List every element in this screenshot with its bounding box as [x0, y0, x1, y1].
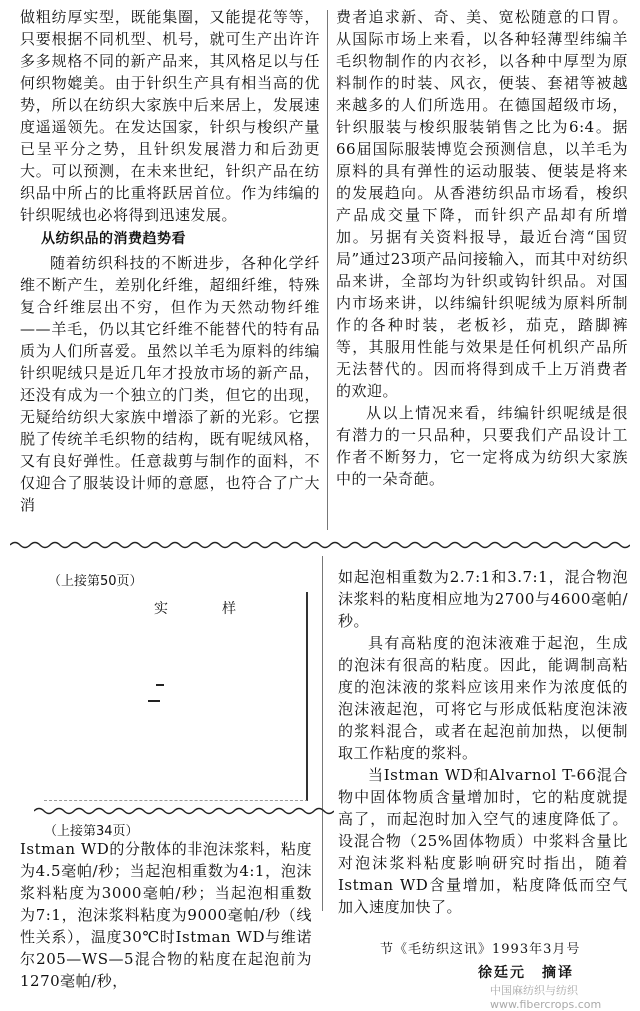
continued-note: （上接第34页） [44, 824, 139, 839]
article-column-bottom-right [338, 566, 628, 918]
sample-mark [156, 684, 164, 686]
wavy-separator [34, 806, 334, 816]
sample-label: 实 样 [154, 601, 256, 617]
column-divider [327, 10, 328, 530]
paragraph: 具有高粘度的泡沫液难于起泡，生成的泡沫有很高的粘度。因此，能调制高粘度的泡沫液的浆料应该用来作为浓度低的泡沫液起泡，可将它与形成低粘度泡沫液的浆料混合，或者在起泡前加热，以便制取工作粘度的浆料。 [338, 634, 628, 762]
watermark: 中国麻纺织与纺织 www.fibercrops.com [490, 984, 602, 1011]
translator-credit: 徐廷元 摘译 [478, 965, 574, 981]
sample-mark [148, 700, 160, 702]
article-column-bottom-left [20, 838, 312, 992]
paragraph: 做粗纺厚实型，既能集圈，又能提花等等，只要根据不同机型、机号，就可生产出许许多多规格不同的新产品来，其风格足以与任何织物媲美。由于针织生产具有相当高的优势，所以在纺织大家族中后来居上，发展速度遥遥领先。在发达国家，针织与梭织产量已呈平分之势，且针织发展潜力和后劲更大。可以预测，在未来世纪，针织产品在纺织品中所占的比重将跃居首位。作为纬编的针织呢绒也必将得到迅速发展。 [20, 8, 320, 224]
continued-note: （上接第50页） [48, 574, 143, 589]
sample-box [44, 592, 308, 801]
paragraph: 随着纺织科技的不断进步，各种化学纤维不断产生，差别化纤维，超细纤维，特殊复合纤维层出不穷，但作为天然动物纤维——羊毛，仍以其它纤维不能替代的特有品质为人们所喜爱。虽然以羊毛为原料的纬编针织呢绒只是近几年才投放市场的新产品，还没有成为一个独立的门类，但它的出现，无疑给纺织大家族中增添了新的光彩。它摆脱了传统羊毛织物的结构，既有呢绒风格，又有良好弹性。任意裁剪与制作的面料，不仅迎合了服装设计师的意愿，也符合了广大消 [20, 254, 320, 514]
section-heading: 从纺织品的消费趋势看 [41, 231, 186, 247]
wavy-separator [10, 540, 630, 550]
paragraph: 费者追求新、奇、美、宽松随意的口胃。从国际市场上来看，以各种轻薄型纬编羊毛织物制作的内衣衫，以各种中厚型为原料制作的时装、风衣，便装、套裙等被越来越多的人们所选用。在德国超级市场，针织服装与梭织服装销售之比为6:4。据66届国际服装博览会预测信息，以羊毛为原料的具有弹性的运动服装、便装是将来的发展趋向。从香港纺织品市场看，梭织产品成交量下降，而针织产品却有所增加。另据有关资料报导，最近台湾“国贸局”通过23项产品问接输入，而其中对纺织品来讲，全部均为针织或钩针织品。对国内市场来讲，以纬编针织呢绒为原料所制作的各种时装，老板衫，茄克，踏脚裤等，其服用性能与效果是任何机织产品所无法替代的。因而将得到成千上万消费者的欢迎。 [336, 8, 628, 400]
article-column-top-right [336, 6, 628, 490]
paragraph: 如起泡相重数为2.7:1和3.7:1，混合物泡沫浆料的粘度相应地为2700与4600毫帕/秒。 [338, 568, 628, 630]
paragraph: Istman WD的分散体的非泡沫浆料，粘度为4.5毫帕/秒；当起泡相重数为4:1，泡沫浆料粘度为3000毫帕/秒；当起泡相重数为7:1，泡沫浆料粘度为9000毫帕/秒（线性关系），温度30℃时Istman WD与维诺尔205—WS—5混合物的粘度在起泡前为1270毫帕/秒， [20, 840, 312, 990]
paragraph: 当Istman WD和Alvarnol T-66混合物中固体物质含量增加时，它的粘度就提高了，而起泡时加入空气的速度降低了。设混合物（25%固体物质）中浆料含量比对泡沫浆料粘度影响研究时指出，随着Istman WD含量增加，粘度降低而空气加入速度加快了。 [338, 766, 628, 916]
source-citation: 节《毛纺织这讯》1993年3月号 [380, 942, 581, 957]
column-divider [322, 556, 323, 911]
article-column-top-left [20, 6, 320, 516]
paragraph: 从以上情况来看，纬编针织呢绒是很有潜力的一只品种，只要我们产品设计工作者不断努力，它一定将成为纺织大家族中的一朵奇葩。 [336, 404, 628, 488]
